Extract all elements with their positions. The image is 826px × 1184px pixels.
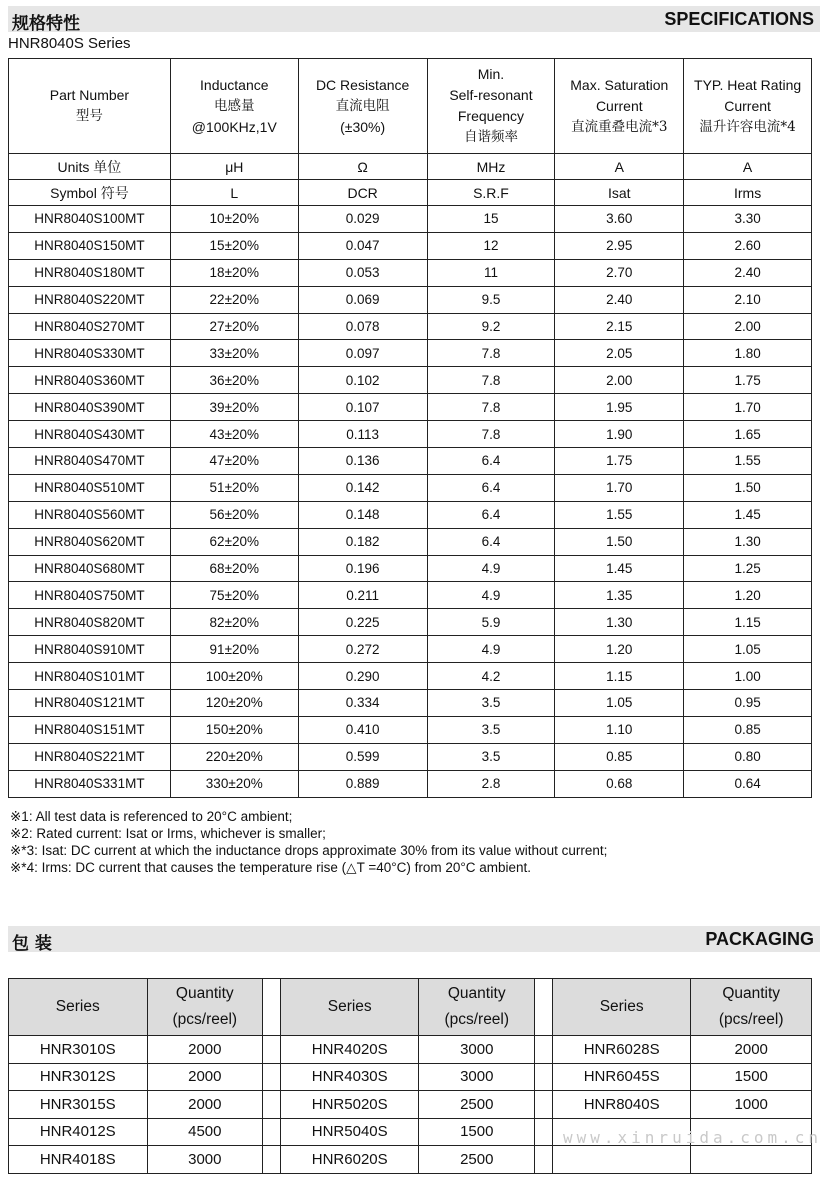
spec-row — [9, 286, 812, 313]
spec-value-cell: 2.00 — [684, 313, 812, 340]
specifications-title-en: SPECIFICATIONS — [664, 9, 814, 29]
spec-row — [9, 663, 812, 690]
packaging-row — [9, 1036, 812, 1064]
part-number-cell: HNR8040S390MT — [9, 394, 171, 421]
spec-row — [9, 394, 812, 421]
spec-row — [9, 340, 812, 367]
spec-value-cell: 47±20% — [170, 448, 298, 475]
packaging-quantity-cell: 3000 — [147, 1146, 263, 1174]
spec-value-cell: 6.4 — [427, 501, 555, 528]
spec-value-cell: 6.4 — [427, 474, 555, 501]
spec-value-cell: 0.290 — [298, 663, 427, 690]
series-header: Series — [280, 979, 419, 1036]
spec-value-cell: 0.142 — [298, 474, 427, 501]
spec-value-cell: 1.80 — [684, 340, 812, 367]
spec-value-cell: 2.60 — [684, 232, 812, 259]
packaging-title-zh: 包 装 — [12, 934, 52, 954]
column-gap — [263, 1146, 281, 1174]
part-number-cell: HNR8040S820MT — [9, 609, 171, 636]
spec-value-cell: 4.9 — [427, 555, 555, 582]
part-number-cell: HNR8040S220MT — [9, 286, 171, 313]
spec-value-cell: 0.102 — [298, 367, 427, 394]
packaging-title-en: PACKAGING — [705, 929, 814, 949]
spec-value-cell: 0.334 — [298, 690, 427, 717]
column-gap — [535, 979, 553, 1036]
part-number-cell: HNR8040S100MT — [9, 206, 171, 233]
part-number-cell: HNR8040S121MT — [9, 690, 171, 717]
series-header: Series — [552, 979, 691, 1036]
spec-value-cell: 100±20% — [170, 663, 298, 690]
specifications-title-zh: 规格特性 — [12, 14, 80, 34]
column-gap — [535, 1063, 553, 1091]
unit-cell: Ω — [298, 154, 427, 180]
spec-row — [9, 448, 812, 475]
spec-value-cell: 0.85 — [684, 716, 812, 743]
spec-value-cell: 51±20% — [170, 474, 298, 501]
spec-value-cell: 1.65 — [684, 421, 812, 448]
spec-value-cell: 75±20% — [170, 582, 298, 609]
column-gap — [535, 1036, 553, 1064]
spec-value-cell: 9.2 — [427, 313, 555, 340]
spec-header-line: Part Number — [49, 87, 130, 103]
packaging-quantity-cell: 1500 — [691, 1063, 812, 1091]
spec-value-cell: 0.107 — [298, 394, 427, 421]
quantity-header-line: Quantity — [722, 985, 781, 1002]
part-number-cell: HNR8040S180MT — [9, 259, 171, 286]
spec-value-cell: 1.15 — [555, 663, 684, 690]
packaging-quantity-cell: 3000 — [419, 1063, 535, 1091]
packaging-quantity-cell: 2000 — [147, 1036, 263, 1064]
part-number-cell: HNR8040S910MT — [9, 636, 171, 663]
spec-row — [9, 582, 812, 609]
column-gap — [263, 1118, 281, 1146]
spec-header-cell — [555, 59, 684, 154]
spec-value-cell: 1.00 — [684, 663, 812, 690]
spec-header-line: 自谐频率 — [463, 129, 518, 145]
spec-value-cell: 0.272 — [298, 636, 427, 663]
quantity-header — [147, 979, 263, 1036]
spec-value-cell: 3.5 — [427, 690, 555, 717]
column-gap — [535, 1146, 553, 1174]
specifications-table — [8, 58, 812, 798]
spec-header-line: Current — [724, 97, 771, 114]
spec-value-cell: 56±20% — [170, 501, 298, 528]
packaging-quantity-cell: 2000 — [691, 1036, 812, 1064]
spec-value-cell: 0.95 — [684, 690, 812, 717]
spec-header-cell — [684, 59, 812, 154]
footnote-line: ※1: All test data is referenced to 20°C ambient; — [10, 809, 293, 824]
spec-value-cell: 0.136 — [298, 448, 427, 475]
part-number-cell: HNR8040S150MT — [9, 232, 171, 259]
packaging-series-cell: HNR6045S — [552, 1063, 691, 1091]
spec-row — [9, 609, 812, 636]
spec-value-cell: 27±20% — [170, 313, 298, 340]
spec-value-cell: 0.053 — [298, 259, 427, 286]
spec-value-cell: 150±20% — [170, 716, 298, 743]
packaging-quantity-cell: 2000 — [147, 1063, 263, 1091]
spec-header-line: @100KHz,1V — [191, 118, 277, 135]
spec-value-cell: 22±20% — [170, 286, 298, 313]
spec-value-cell: 4.9 — [427, 636, 555, 663]
spec-value-cell: 15±20% — [170, 232, 298, 259]
spec-value-cell: 0.069 — [298, 286, 427, 313]
spec-header-line: Current — [595, 97, 643, 114]
spec-value-cell: 2.95 — [555, 232, 684, 259]
quantity-header-line: (pcs/reel) — [172, 1011, 238, 1028]
spec-value-cell: 1.90 — [555, 421, 684, 448]
part-number-cell: HNR8040S331MT — [9, 770, 171, 797]
spec-value-cell: 2.40 — [684, 259, 812, 286]
column-gap — [263, 1091, 281, 1119]
spec-value-cell: 220±20% — [170, 743, 298, 770]
column-gap — [535, 1118, 553, 1146]
spec-row — [9, 313, 812, 340]
spec-value-cell: 1.20 — [555, 636, 684, 663]
spec-row — [9, 501, 812, 528]
part-number-cell: HNR8040S680MT — [9, 555, 171, 582]
packaging-row — [9, 1091, 812, 1119]
spec-header-line: 直流电阻 — [335, 97, 390, 114]
spec-value-cell: 2.05 — [555, 340, 684, 367]
spec-value-cell: 2.40 — [555, 286, 684, 313]
spec-value-cell: 1.75 — [555, 448, 684, 475]
spec-header-line: TYP. Heat Rating — [694, 76, 802, 93]
part-number-cell: HNR8040S360MT — [9, 367, 171, 394]
spec-value-cell: 2.70 — [555, 259, 684, 286]
packaging-quantity-cell: 4500 — [147, 1118, 263, 1146]
spec-row — [9, 555, 812, 582]
part-number-cell: HNR8040S270MT — [9, 313, 171, 340]
column-gap — [263, 979, 281, 1036]
part-number-cell: HNR8040S330MT — [9, 340, 171, 367]
quantity-header-line: Quantity — [175, 985, 234, 1002]
spec-value-cell: 1.70 — [684, 394, 812, 421]
quantity-header — [419, 979, 535, 1036]
spec-row — [9, 770, 812, 797]
spec-value-cell: 9.5 — [427, 286, 555, 313]
spec-value-cell: 43±20% — [170, 421, 298, 448]
spec-value-cell: 68±20% — [170, 555, 298, 582]
spec-value-cell: 4.9 — [427, 582, 555, 609]
spec-value-cell: 1.25 — [684, 555, 812, 582]
spec-value-cell: 2.15 — [555, 313, 684, 340]
spec-value-cell: 2.00 — [555, 367, 684, 394]
spec-row — [9, 690, 812, 717]
spec-header-line: Max. Saturation — [570, 76, 669, 93]
packaging-quantity-cell: 2500 — [419, 1091, 535, 1119]
spec-value-cell: 15 — [427, 206, 555, 233]
packaging-quantity-cell: 1500 — [419, 1118, 535, 1146]
spec-header-line: Min. — [477, 66, 505, 82]
spec-value-cell: 1.05 — [555, 690, 684, 717]
watermark: www.xinruida.com.cn — [563, 1128, 823, 1147]
spec-value-cell: 6.4 — [427, 528, 555, 555]
part-number-cell: HNR8040S221MT — [9, 743, 171, 770]
quantity-header-line: Quantity — [447, 985, 506, 1002]
packaging-quantity-cell: 2000 — [147, 1091, 263, 1119]
spec-row — [9, 206, 812, 233]
spec-row — [9, 636, 812, 663]
spec-header-line: 型号 — [75, 108, 103, 124]
symbol-cell: Irms — [684, 180, 812, 206]
part-number-cell: HNR8040S510MT — [9, 474, 171, 501]
packaging-series-cell: HNR6020S — [280, 1146, 419, 1174]
spec-value-cell: 1.15 — [684, 609, 812, 636]
column-gap — [535, 1091, 553, 1119]
spec-header-cell — [170, 59, 298, 154]
unit-cell: A — [555, 154, 684, 180]
packaging-quantity-cell: 2500 — [419, 1146, 535, 1174]
spec-value-cell: 7.8 — [427, 421, 555, 448]
unit-cell: A — [684, 154, 812, 180]
footnote-line: ※*4: Irms: DC current that causes the temperature rise (△T =40°C) from 20°C ambient. — [10, 860, 532, 875]
column-gap — [263, 1036, 281, 1064]
spec-value-cell: 0.148 — [298, 501, 427, 528]
symbol-cell: DCR — [298, 180, 427, 206]
spec-value-cell: 0.599 — [298, 743, 427, 770]
units-row — [9, 154, 812, 180]
spec-value-cell: 1.35 — [555, 582, 684, 609]
quantity-header-line: (pcs/reel) — [718, 1011, 784, 1028]
part-number-cell: HNR8040S620MT — [9, 528, 171, 555]
spec-value-cell: 62±20% — [170, 528, 298, 555]
spec-value-cell: 120±20% — [170, 690, 298, 717]
unit-cell: MHz — [427, 154, 555, 180]
unit-cell: μH — [170, 154, 298, 180]
spec-value-cell: 0.211 — [298, 582, 427, 609]
spec-row — [9, 474, 812, 501]
spec-row — [9, 743, 812, 770]
series-title: HNR8040S Series — [8, 35, 131, 52]
footnotes — [10, 808, 607, 876]
packaging-quantity-cell: 1000 — [691, 1091, 812, 1119]
series-header: Series — [9, 979, 148, 1036]
spec-value-cell: 0.113 — [298, 421, 427, 448]
spec-value-cell: 10±20% — [170, 206, 298, 233]
spec-value-cell: 0.64 — [684, 770, 812, 797]
spec-value-cell: 82±20% — [170, 609, 298, 636]
spec-header-line: DC Resistance — [315, 76, 410, 93]
packaging-series-cell: HNR5040S — [280, 1118, 419, 1146]
packaging-series-cell: HNR3010S — [9, 1036, 148, 1064]
packaging-table-body — [9, 1036, 812, 1174]
spec-value-cell: 1.45 — [684, 501, 812, 528]
spec-value-cell: 0.182 — [298, 528, 427, 555]
symbol-row — [9, 180, 812, 206]
packaging-series-cell: HNR4030S — [280, 1063, 419, 1091]
spec-value-cell: 1.10 — [555, 716, 684, 743]
spec-value-cell: 11 — [427, 259, 555, 286]
part-number-cell: HNR8040S560MT — [9, 501, 171, 528]
symbol-label: Symbol 符号 — [9, 180, 171, 206]
spec-value-cell: 36±20% — [170, 367, 298, 394]
packaging-series-cell: HNR3015S — [9, 1091, 148, 1119]
spec-value-cell: 1.50 — [555, 528, 684, 555]
symbol-cell: L — [170, 180, 298, 206]
spec-value-cell: 1.05 — [684, 636, 812, 663]
spec-header-cell — [427, 59, 555, 154]
spec-row — [9, 232, 812, 259]
spec-header-line: Frequency — [457, 108, 525, 124]
spec-value-cell: 7.8 — [427, 367, 555, 394]
spec-value-cell: 7.8 — [427, 340, 555, 367]
footnote-line: ※2: Rated current: Isat or Irms, whichever is smaller; — [10, 826, 326, 841]
spec-header-line: 温升许容电流*4 — [699, 118, 796, 135]
part-number-cell: HNR8040S101MT — [9, 663, 171, 690]
spec-value-cell: 1.20 — [684, 582, 812, 609]
spec-value-cell: 2.10 — [684, 286, 812, 313]
spec-header-cell — [9, 59, 171, 154]
quantity-header — [691, 979, 812, 1036]
quantity-header-line: (pcs/reel) — [444, 1011, 510, 1028]
spec-value-cell: 0.85 — [555, 743, 684, 770]
packaging-row — [9, 1063, 812, 1091]
spec-value-cell: 2.8 — [427, 770, 555, 797]
packaging-series-cell: HNR8040S — [552, 1091, 691, 1119]
spec-value-cell: 0.889 — [298, 770, 427, 797]
part-number-cell: HNR8040S750MT — [9, 582, 171, 609]
symbol-cell: S.R.F — [427, 180, 555, 206]
spec-value-cell: 18±20% — [170, 259, 298, 286]
spec-value-cell: 4.2 — [427, 663, 555, 690]
column-gap — [263, 1063, 281, 1091]
spec-value-cell: 1.70 — [555, 474, 684, 501]
spec-row — [9, 367, 812, 394]
footnote-line: ※*3: Isat: DC current at which the inductance drops approximate 30% from its value without current; — [10, 843, 608, 858]
specifications-section-bar — [8, 6, 820, 32]
spec-value-cell: 0.196 — [298, 555, 427, 582]
packaging-series-cell: HNR6028S — [552, 1036, 691, 1064]
spec-value-cell: 33±20% — [170, 340, 298, 367]
spec-header-line: Inductance — [200, 76, 269, 93]
spec-header-row — [9, 59, 812, 154]
spec-value-cell: 0.047 — [298, 232, 427, 259]
spec-value-cell: 3.30 — [684, 206, 812, 233]
spec-row — [9, 528, 812, 555]
spec-value-cell: 1.50 — [684, 474, 812, 501]
spec-value-cell: 1.75 — [684, 367, 812, 394]
spec-value-cell: 0.097 — [298, 340, 427, 367]
spec-value-cell: 1.45 — [555, 555, 684, 582]
spec-row — [9, 421, 812, 448]
packaging-quantity-cell — [691, 1146, 812, 1174]
spec-value-cell: 330±20% — [170, 770, 298, 797]
spec-row — [9, 259, 812, 286]
packaging-row — [9, 1146, 812, 1174]
spec-header-line: Self-resonant — [449, 87, 533, 103]
packaging-series-cell — [552, 1146, 691, 1174]
part-number-cell: HNR8040S470MT — [9, 448, 171, 475]
spec-value-cell: 1.95 — [555, 394, 684, 421]
spec-value-cell: 0.225 — [298, 609, 427, 636]
packaging-series-cell: HNR5020S — [280, 1091, 419, 1119]
part-number-cell: HNR8040S430MT — [9, 421, 171, 448]
spec-value-cell: 5.9 — [427, 609, 555, 636]
part-number-cell: HNR8040S151MT — [9, 716, 171, 743]
packaging-series-cell: HNR4018S — [9, 1146, 148, 1174]
packaging-series-cell: HNR4012S — [9, 1118, 148, 1146]
spec-value-cell: 3.5 — [427, 716, 555, 743]
spec-header-line: (±30%) — [340, 118, 386, 135]
spec-row — [9, 716, 812, 743]
packaging-section-bar — [8, 926, 820, 952]
spec-value-cell: 1.30 — [555, 609, 684, 636]
spec-value-cell: 0.078 — [298, 313, 427, 340]
spec-value-cell: 1.55 — [684, 448, 812, 475]
symbol-cell: Isat — [555, 180, 684, 206]
packaging-header-row — [9, 979, 812, 1036]
spec-value-cell: 3.5 — [427, 743, 555, 770]
spec-value-cell: 91±20% — [170, 636, 298, 663]
packaging-series-cell: HNR4020S — [280, 1036, 419, 1064]
spec-value-cell: 6.4 — [427, 448, 555, 475]
spec-value-cell: 0.68 — [555, 770, 684, 797]
spec-value-cell: 39±20% — [170, 394, 298, 421]
spec-table-body — [9, 154, 812, 798]
packaging-series-cell: HNR3012S — [9, 1063, 148, 1091]
spec-header-line: 电感量 — [214, 97, 255, 114]
spec-value-cell: 3.60 — [555, 206, 684, 233]
units-label: Units 单位 — [9, 154, 171, 180]
spec-value-cell: 7.8 — [427, 394, 555, 421]
spec-value-cell: 0.029 — [298, 206, 427, 233]
spec-header-line: 直流重叠电流*3 — [571, 118, 668, 135]
spec-value-cell: 0.80 — [684, 743, 812, 770]
packaging-quantity-cell: 3000 — [419, 1036, 535, 1064]
spec-value-cell: 12 — [427, 232, 555, 259]
spec-value-cell: 1.55 — [555, 501, 684, 528]
spec-value-cell: 1.30 — [684, 528, 812, 555]
spec-header-cell — [298, 59, 427, 154]
spec-value-cell: 0.410 — [298, 716, 427, 743]
